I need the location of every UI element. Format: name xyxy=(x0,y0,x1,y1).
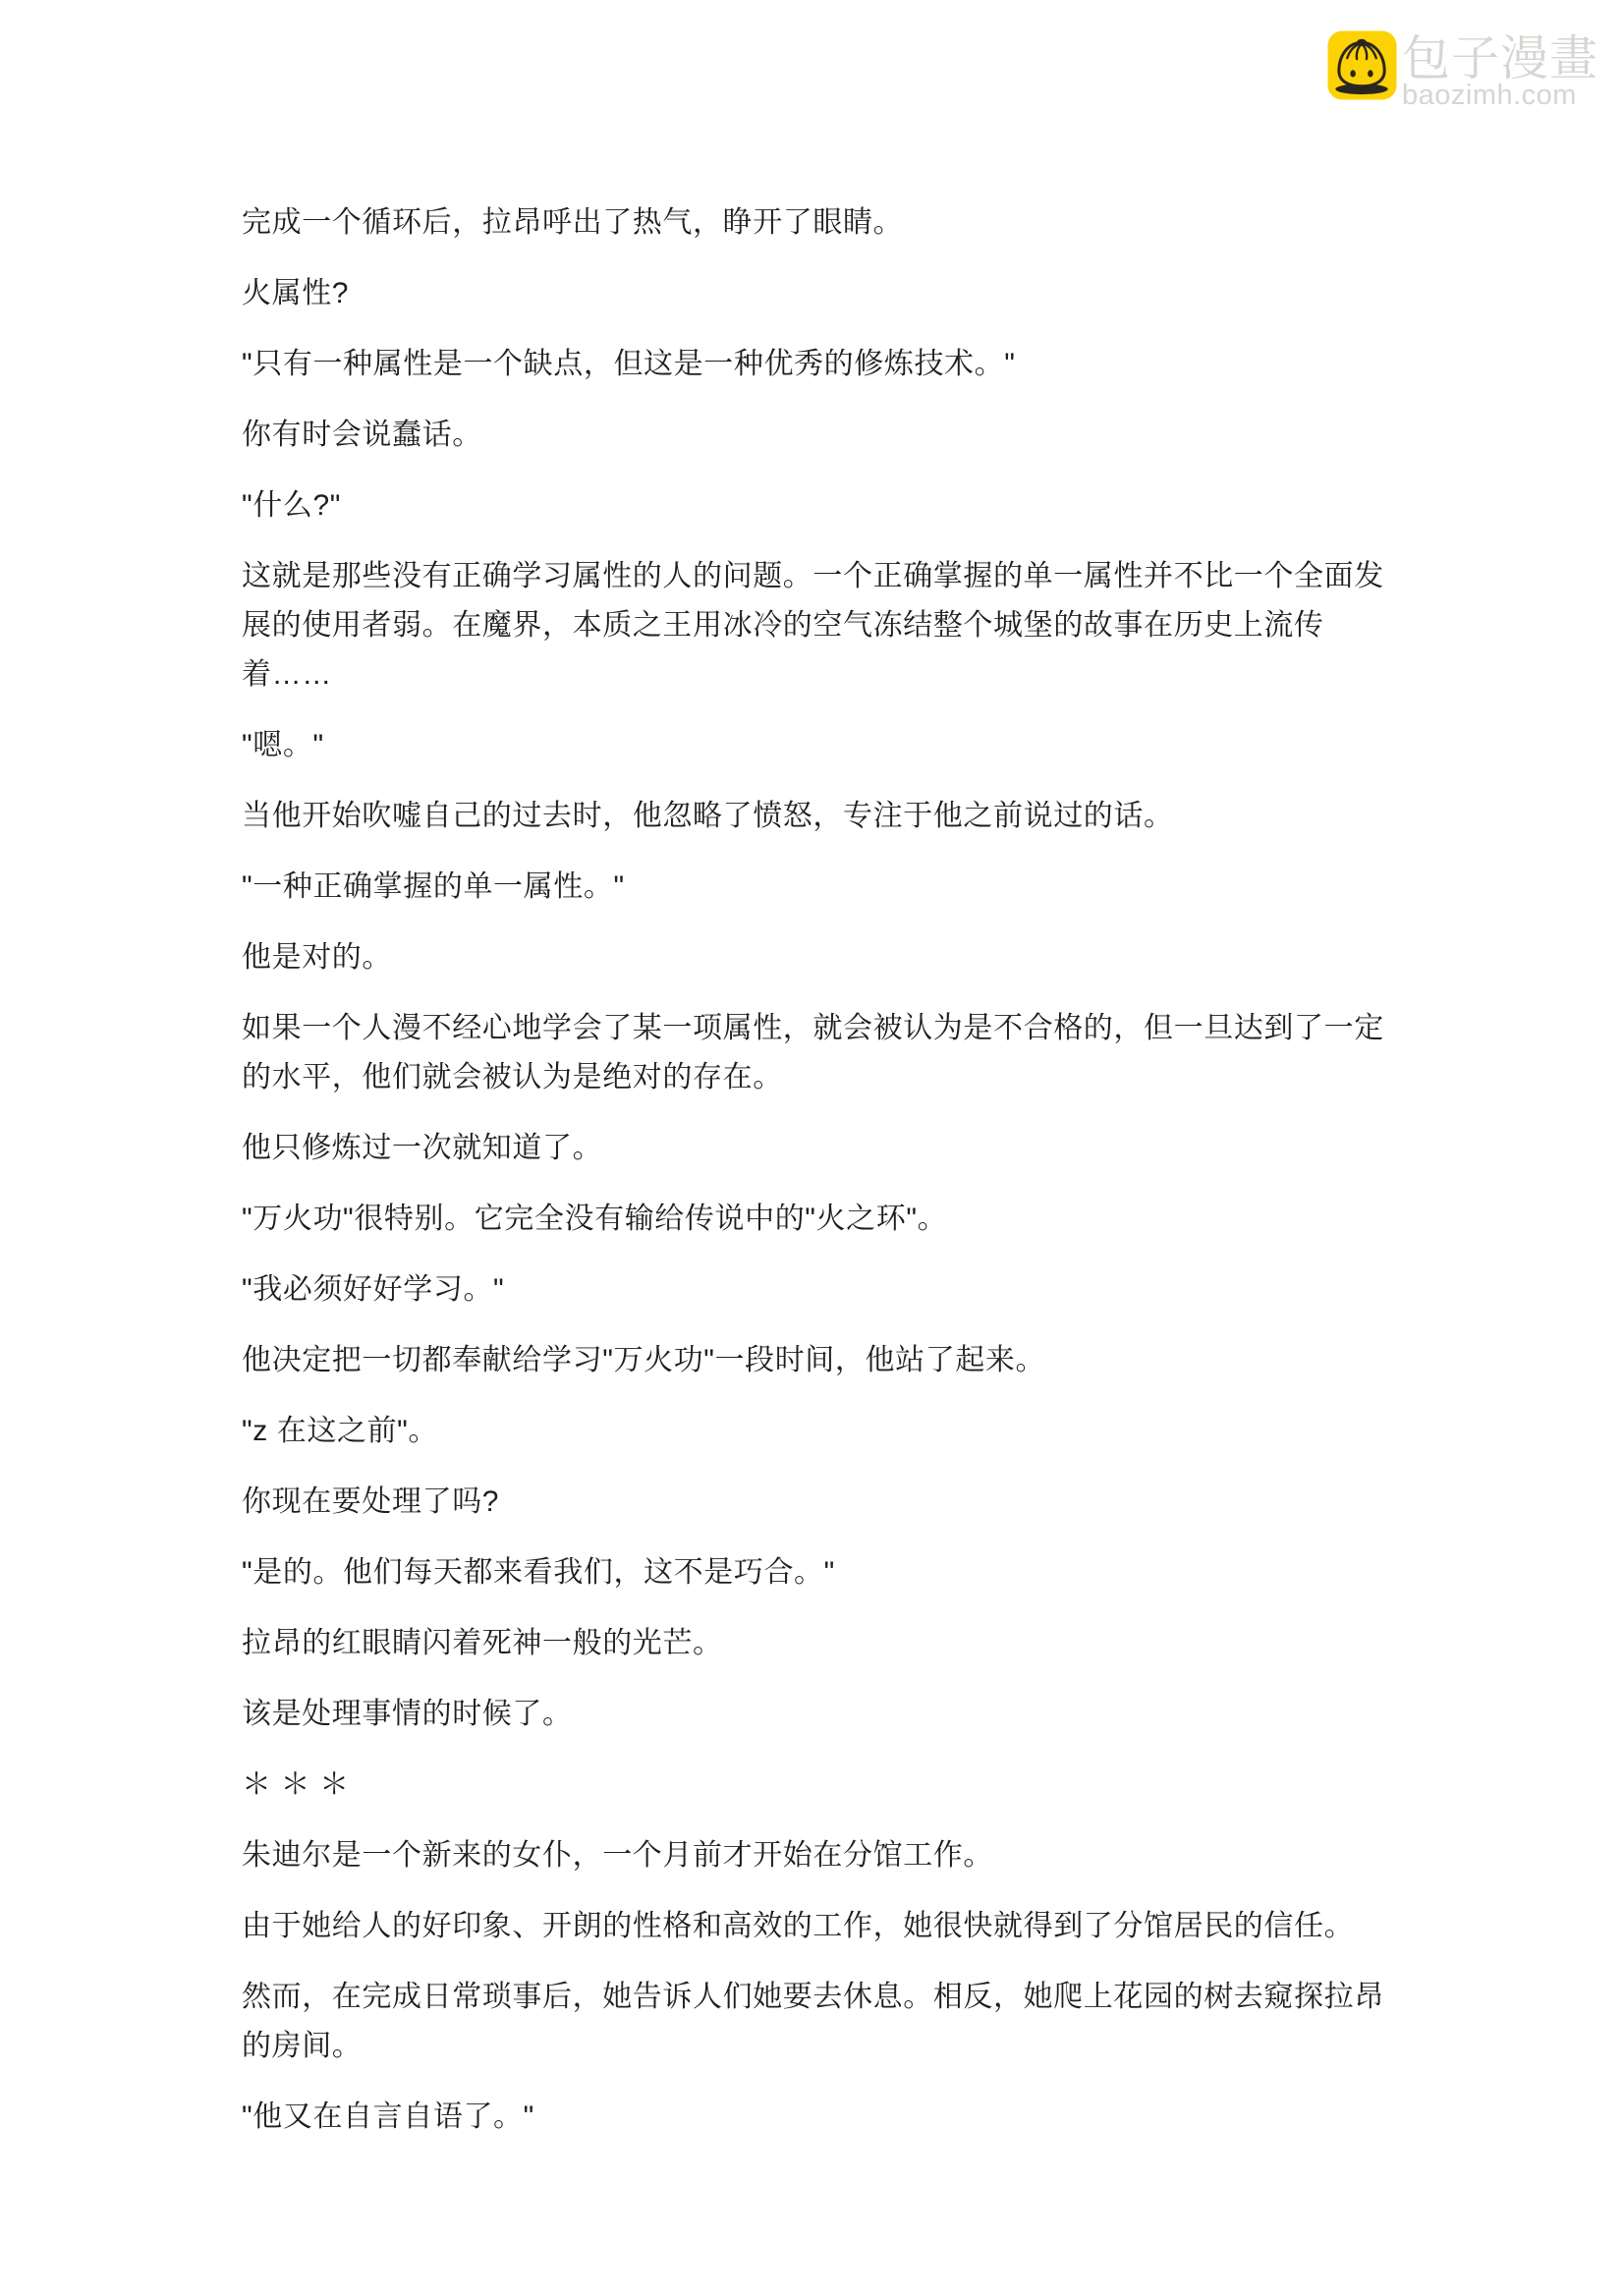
site-name: 包子漫畫 xyxy=(1401,32,1598,85)
paragraph: 你有时会说蠢话。 xyxy=(242,419,482,451)
paragraph: 由于她给人的好印象、开朗的性格和高效的工作，她很快就得到了分馆居民的信任。 xyxy=(242,1910,1355,1942)
paragraph: "万火功"很特别。它完全没有输给传说中的"火之环"。 xyxy=(242,1203,948,1235)
paragraph: "是的。他们每天都来看我们，这不是巧合。" xyxy=(242,1556,835,1589)
paragraph: "我必须好好学习。" xyxy=(242,1273,505,1306)
paragraph: 火属性? xyxy=(242,277,350,309)
paragraph: "他又在自言自语了。" xyxy=(242,2100,534,2133)
paragraph: 如果一个人漫不经心地学会了某一项属性，就会被认为是不合格的，但一旦达到了一定的水平，他们就会被认为是绝对的存在。 xyxy=(242,1012,1384,1093)
chapter-body xyxy=(242,198,1384,2163)
paragraph: 你现在要处理了吗? xyxy=(242,1485,500,1518)
site-domain: baozimh.com xyxy=(1401,80,1577,111)
paragraph: 拉昂的红眼睛闪着死神一般的光芒。 xyxy=(242,1627,723,1659)
paragraph: "z 在这之前"。 xyxy=(242,1415,439,1447)
paragraph: 该是处理事情的时候了。 xyxy=(242,1698,573,1730)
paragraph: 朱迪尔是一个新来的女仆，一个月前才开始在分馆工作。 xyxy=(242,1839,993,1872)
section-separator: ＊ ＊ ＊ xyxy=(242,1768,350,1801)
paragraph: 他决定把一切都奉献给学习"万火功"一段时间，他站了起来。 xyxy=(242,1344,1046,1376)
site-logo-text xyxy=(1401,32,1598,111)
paragraph: "嗯。" xyxy=(242,729,324,761)
paragraph: 完成一个循环后，拉昂呼出了热气，睁开了眼睛。 xyxy=(242,206,904,239)
baozi-bun-icon xyxy=(1327,29,1397,103)
site-logo[interactable] xyxy=(1327,29,1598,109)
paragraph: 当他开始吹嘘自己的过去时，他忽略了愤怒，专注于他之前说过的话。 xyxy=(242,800,1174,832)
paragraph: "一种正确掌握的单一属性。" xyxy=(242,870,625,903)
paragraph: 这就是那些没有正确学习属性的人的问题。一个正确掌握的单一属性并不比一个全面发展的使用者弱。在魔界，本质之王用冰冷的空气冻结整个城堡的故事在历史上流传着…… xyxy=(242,560,1384,691)
paragraph: 他是对的。 xyxy=(242,941,392,974)
paragraph: "什么?" xyxy=(242,489,341,522)
paragraph: "只有一种属性是一个缺点，但这是一种优秀的修炼技术。" xyxy=(242,348,1016,380)
paragraph: 他只修炼过一次就知道了。 xyxy=(242,1132,603,1164)
paragraph: 然而，在完成日常琐事后，她告诉人们她要去休息。相反，她爬上花园的树去窥探拉昂的房间。 xyxy=(242,1981,1384,2062)
